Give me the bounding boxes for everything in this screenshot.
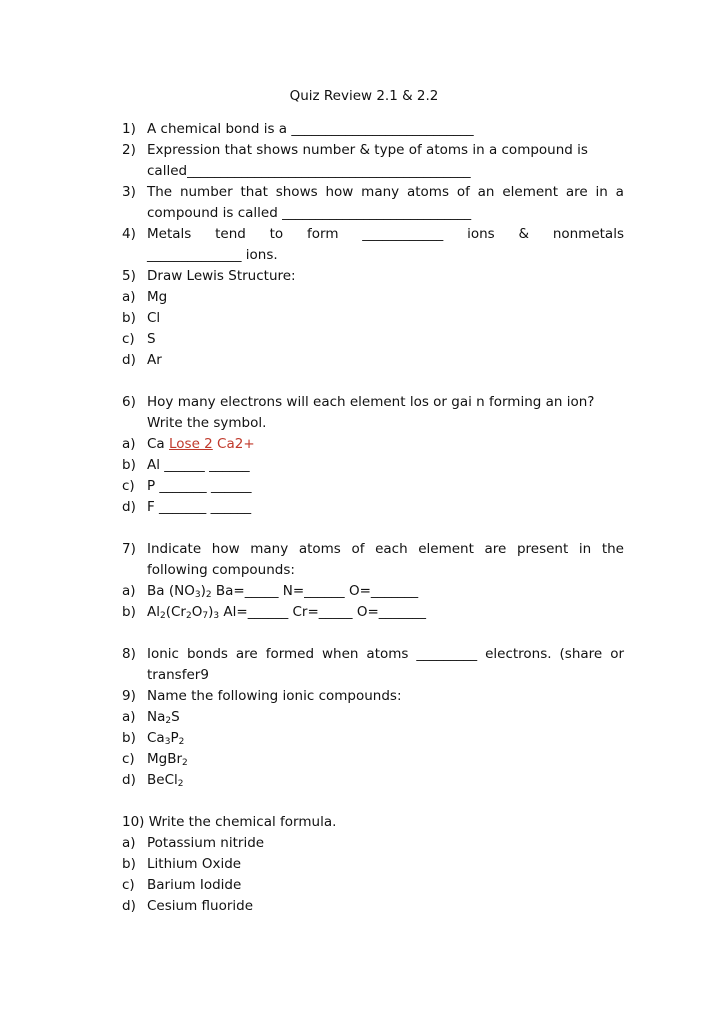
question-number: 6) (122, 394, 136, 410)
item-marker: c) (122, 751, 135, 767)
list-item (122, 749, 624, 770)
list-item (122, 602, 624, 623)
formula-part: ) (208, 604, 214, 620)
item-marker: d) (122, 499, 136, 515)
item-text (147, 434, 624, 455)
item-text (147, 707, 624, 728)
word: present (516, 541, 569, 557)
answer-blanks: Ba=_____ N=______ O=_______ (211, 583, 419, 599)
item-text: Cl (147, 310, 161, 326)
element-symbol: Ca (147, 436, 169, 452)
item-marker: a) (122, 835, 136, 851)
item-text (147, 749, 624, 770)
subscript: 7 (202, 611, 209, 621)
item-text: Cesium fluoride (147, 898, 254, 914)
word: the (601, 541, 624, 557)
word: shows (275, 184, 318, 200)
question-10: 10) Write the chemical formula. (122, 814, 337, 830)
formula-part: Al (147, 604, 160, 620)
formula-part: BeCl (147, 772, 178, 788)
question-number: 5) (122, 268, 136, 284)
word: Indicate (147, 541, 202, 557)
question-4 (122, 224, 624, 245)
word: when (322, 646, 359, 662)
question-text (147, 182, 624, 203)
list-item (122, 497, 624, 518)
word: ions (467, 226, 495, 242)
item-text: P _______ ______ (147, 478, 252, 494)
item-text: S (147, 331, 156, 347)
item-text (147, 770, 624, 791)
question-number: 7) (122, 541, 136, 557)
question-text: Hoy many electrons will each element los or gai n forming an ion? (147, 394, 595, 410)
word: formed (265, 646, 315, 662)
list-item (122, 770, 624, 791)
question-number: 1) (122, 121, 136, 137)
formula-part: Na (147, 709, 166, 725)
formula-part: S (171, 709, 180, 725)
word: that (240, 184, 268, 200)
spacer (122, 623, 624, 644)
list-item (122, 707, 624, 728)
word: how (325, 184, 354, 200)
word: atoms (298, 541, 341, 557)
question-9 (122, 686, 624, 707)
word: or (610, 646, 624, 662)
subscript: 3 (164, 737, 171, 747)
word: tend (215, 226, 246, 242)
question-8-continuation: transfer9 (147, 667, 209, 683)
item-marker: b) (122, 730, 136, 746)
question-number: 2) (122, 142, 136, 158)
formula-part: MgBr (147, 751, 183, 767)
word: to (269, 226, 284, 242)
list-item (122, 854, 624, 875)
subscript: 3 (213, 611, 220, 621)
word: in (595, 184, 608, 200)
subscript: 2 (182, 758, 188, 768)
item-text: Ar (147, 352, 162, 368)
formula-part: Ba (NO (147, 583, 195, 599)
word: _________ (416, 646, 478, 662)
word: each (375, 541, 408, 557)
item-text: Lithium Oxide (147, 856, 242, 872)
word: number (179, 184, 233, 200)
subscript: 3 (194, 590, 201, 600)
word: atoms (366, 646, 409, 662)
list-item (122, 308, 624, 329)
subscript: 2 (165, 716, 172, 726)
item-text: Al ______ ______ (147, 457, 250, 473)
question-text: A chemical bond is a ___________________________ (147, 121, 474, 137)
list-item (122, 350, 624, 371)
word: (share (559, 646, 603, 662)
question-number: 8) (122, 646, 136, 662)
answer-text: Lose 2 (169, 436, 213, 452)
answer-blanks: Al=______ Cr=_____ O=_______ (219, 604, 427, 620)
word: many (361, 184, 400, 200)
question-2-continuation: called__________________________________________ (147, 163, 471, 179)
list-item (122, 455, 624, 476)
question-text: Draw Lewis Structure: (147, 268, 296, 284)
formula-part: O (191, 604, 203, 620)
subscript: 2 (160, 611, 166, 621)
list-item (122, 434, 624, 455)
item-marker: b) (122, 856, 136, 872)
question-text: Expression that shows number & type of atoms in a compound is (147, 142, 588, 158)
item-marker: c) (122, 877, 135, 893)
formula-part: Ca (147, 730, 165, 746)
subscript: 2 (177, 779, 184, 789)
word: bonds (186, 646, 228, 662)
item-text (147, 602, 624, 623)
question-text (147, 539, 624, 560)
question-5 (122, 266, 624, 287)
word: The (147, 184, 173, 200)
list-item (122, 728, 624, 749)
word: many (250, 541, 289, 557)
question-4-continuation: ______________ ions. (147, 247, 278, 263)
spacer (122, 791, 624, 812)
word: a (615, 184, 624, 200)
word: form (307, 226, 339, 242)
spacer (122, 371, 624, 392)
word: are (484, 541, 507, 557)
word: an (477, 184, 495, 200)
word: ____________ (362, 226, 444, 242)
list-item (122, 581, 624, 602)
quiz-content (122, 119, 624, 917)
formula-part: ) (200, 583, 206, 599)
question-6-continuation: Write the symbol. (147, 415, 267, 431)
formula-part: P (170, 730, 179, 746)
word: Ionic (147, 646, 179, 662)
word: nonmetals (552, 226, 624, 242)
list-item (122, 287, 624, 308)
list-item (122, 476, 624, 497)
item-text: F _______ ______ (147, 499, 252, 515)
item-marker: d) (122, 772, 136, 788)
list-item (122, 896, 624, 917)
item-marker: b) (122, 457, 136, 473)
item-text (147, 581, 624, 602)
item-text: Mg (147, 289, 168, 305)
item-marker: c) (122, 478, 135, 494)
subscript: 2 (178, 737, 185, 747)
item-marker: a) (122, 436, 136, 452)
word: element (502, 184, 558, 200)
item-text: Potassium nitride (147, 835, 265, 851)
question-8 (122, 644, 624, 665)
question-text (147, 644, 624, 665)
word: are (565, 184, 588, 200)
word: in (578, 541, 592, 557)
item-marker: a) (122, 709, 136, 725)
item-marker: b) (122, 604, 136, 620)
item-marker: b) (122, 310, 136, 326)
question-text (147, 224, 624, 245)
list-item (122, 833, 624, 854)
list-item (122, 875, 624, 896)
word: of (351, 541, 365, 557)
word: element (418, 541, 474, 557)
word: electrons. (485, 646, 552, 662)
question-text: Name the following ionic compounds: (147, 688, 402, 704)
list-item (122, 329, 624, 350)
item-marker: a) (122, 289, 136, 305)
question-number: 3) (122, 184, 136, 200)
word: atoms (406, 184, 449, 200)
question-3 (122, 182, 624, 203)
subscript: 2 (205, 590, 212, 600)
question-number: 9) (122, 688, 136, 704)
formula-part: (Cr (165, 604, 186, 620)
question-3-continuation: compound is called ____________________________ (147, 205, 472, 221)
question-7 (122, 539, 624, 560)
question-6 (122, 392, 624, 413)
spacer (122, 518, 624, 539)
word: are (235, 646, 258, 662)
word: & (518, 226, 530, 242)
item-marker: d) (122, 898, 136, 914)
word: Metals (147, 226, 192, 242)
question-number: 4) (122, 226, 136, 242)
question-7-continuation: following compounds: (147, 562, 295, 578)
page-title: Quiz Review 2.1 & 2.2 (289, 88, 439, 104)
word: how (211, 541, 240, 557)
item-marker: c) (122, 331, 135, 347)
ion-answer: Ca2+ (212, 436, 255, 452)
word: of (456, 184, 470, 200)
subscript: 2 (185, 611, 192, 621)
question-1 (122, 119, 624, 140)
item-text (147, 728, 624, 749)
item-marker: a) (122, 583, 136, 599)
item-marker: d) (122, 352, 136, 368)
question-2 (122, 140, 624, 161)
item-text: Barium Iodide (147, 877, 242, 893)
